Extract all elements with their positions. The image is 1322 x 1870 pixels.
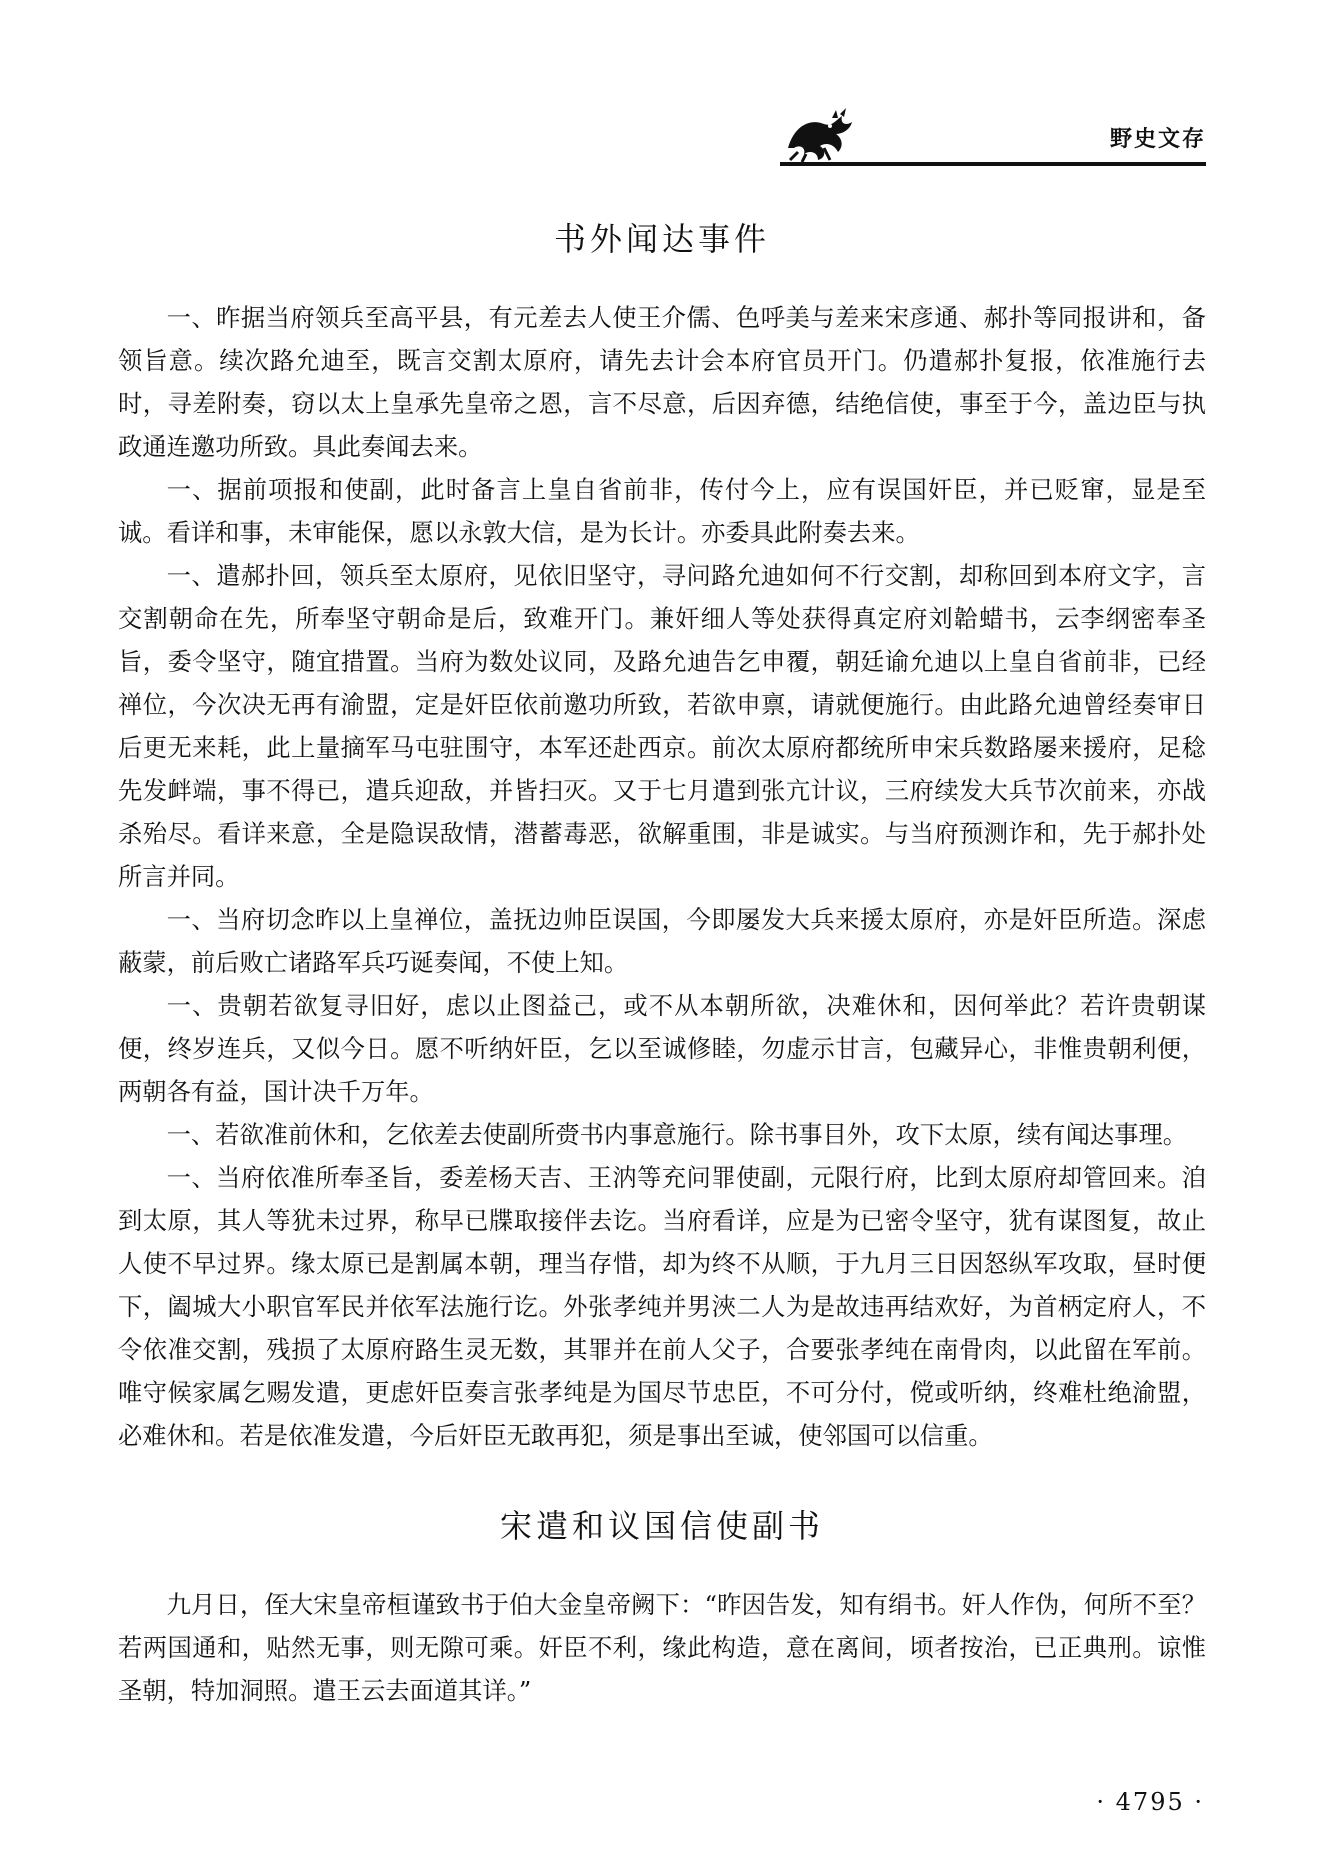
page-body bbox=[118, 214, 1206, 1712]
running-header bbox=[780, 108, 1206, 168]
paragraph: 一、当府切念昨以上皇禅位，盖抚边帅臣误国，今即屡发大兵来援太原府，亦是奸臣所造。深虑蔽蒙，前后败亡诸路军兵巧诞奏闻，不使上知。 bbox=[118, 905, 1206, 977]
page-number: · 4795 · bbox=[1096, 1788, 1204, 1816]
dragon-emblem-icon bbox=[780, 108, 860, 164]
paragraph: 一、遣郝扑回，领兵至太原府，见依旧坚守，寻问路允迪如何不行交割，却称回到本府文字，言交割朝命在先，所奉坚守朝命是后，致难开门。兼奸细人等处获得真定府刘韐蜡书，云李纲密奉圣旨，委令坚守，随宜措置。当府为数处议同，及路允迪告乞申覆，朝廷谕允迪以上皇自省前非，已经禅位，今次决无再有渝盟，定是奸臣依前邀功所致，若欲申禀，请就便施行。由此路允迪曾经奏审日后更无来耗，此上量摘军马屯驻围守，本军还赴西京。前次太原府都统所申宋兵数路屡来援府，足稔先发衅端，事不得已，遣兵迎敌，并皆扫灭。又于七月遣到张亢计议，三府续发大兵节次前来，亦战杀殆尽。看详来意，全是隐误敌情，潜蓄毒恶，欲解重围，非是诚实。与当府预测诈和，先于郝扑处所言并同。 bbox=[118, 561, 1206, 891]
section-title: 书外闻达事件 bbox=[553, 220, 770, 258]
paragraph: 九月日，侄大宋皇帝桓谨致书于伯大金皇帝阙下：“昨因告发，知有绢书。奸人作伪，何所不至？若两国通和，贴然无事，则无隙可乘。奸臣不利，缘此构造，意在离间，顷者按治，已正典刑。谅惟圣朝，特加洞照。遣王云去面道其详。” bbox=[118, 1590, 1206, 1705]
paragraph: 一、贵朝若欲复寻旧好，虑以止图益己，或不从本朝所欲，决难休和，因何举此？若许贵朝谋便，终岁连兵，又似今日。愿不听纳奸臣，乞以至诚修睦，勿虚示甘言，包藏异心，非惟贵朝利便，两朝各有益，国计决千万年。 bbox=[118, 991, 1206, 1106]
section-title: 宋遣和议国信使副书 bbox=[499, 1507, 824, 1545]
paragraph: 一、当府依准所奉圣旨，委差杨天吉、王汭等充问罪使副，元限行府，比到太原府却管回来。洎到太原，其人等犹未过界，称早已牒取接伴去讫。当府看详，应是为已密令坚守，犹有谋图复，故止人使不早过界。缘太原已是割属本朝，理当存惜，却为终不从顺，于九月三日因怒纵军攻取，昼时便下，阖城大小职官军民并依军法施行讫。外张孝纯并男浹二人为是故违再结欢好，为首柄定府人，不令依准交割，残损了太原府路生灵无数，其罪并在前人父子，合要张孝纯在南骨肉，以此留在军前。唯守候家属乞赐发遣，更虑奸臣奏言张孝纯是为国尽节忠臣，不可分付，傥或听纳，终难杜绝渝盟，必难休和。若是依准发遣，今后奸臣无敢再犯，须是事出至诚，使邻国可以信重。 bbox=[118, 1163, 1206, 1450]
header-rule bbox=[780, 162, 1206, 166]
paragraph: 一、若欲准前休和，乞依差去使副所赍书内事意施行。除书事目外，攻下太原，续有闻达事理。 bbox=[166, 1120, 1188, 1149]
paragraph: 一、据前项报和使副，此时备言上皇自省前非，传付今上，应有误国奸臣，并已贬窜，显是至诚。看详和事，未审能保，愿以永敦大信，是为长计。亦委具此附奏去来。 bbox=[118, 475, 1206, 547]
paragraph: 一、昨据当府领兵至高平县，有元差去人使王介儒、色呼美与差来宋彦通、郝扑等同报讲和，备领旨意。续次路允迪至，既言交割太原府，请先去计会本府官员开门。仍遣郝扑复报，依准施行去时，寻差附奏，窃以太上皇承先皇帝之恩，言不尽意，后因弃德，结绝信使，事至于今，盖边臣与执政通连邀功所致。具此奏闻去来。 bbox=[118, 303, 1206, 461]
running-title: 野史文存 bbox=[1109, 127, 1206, 152]
